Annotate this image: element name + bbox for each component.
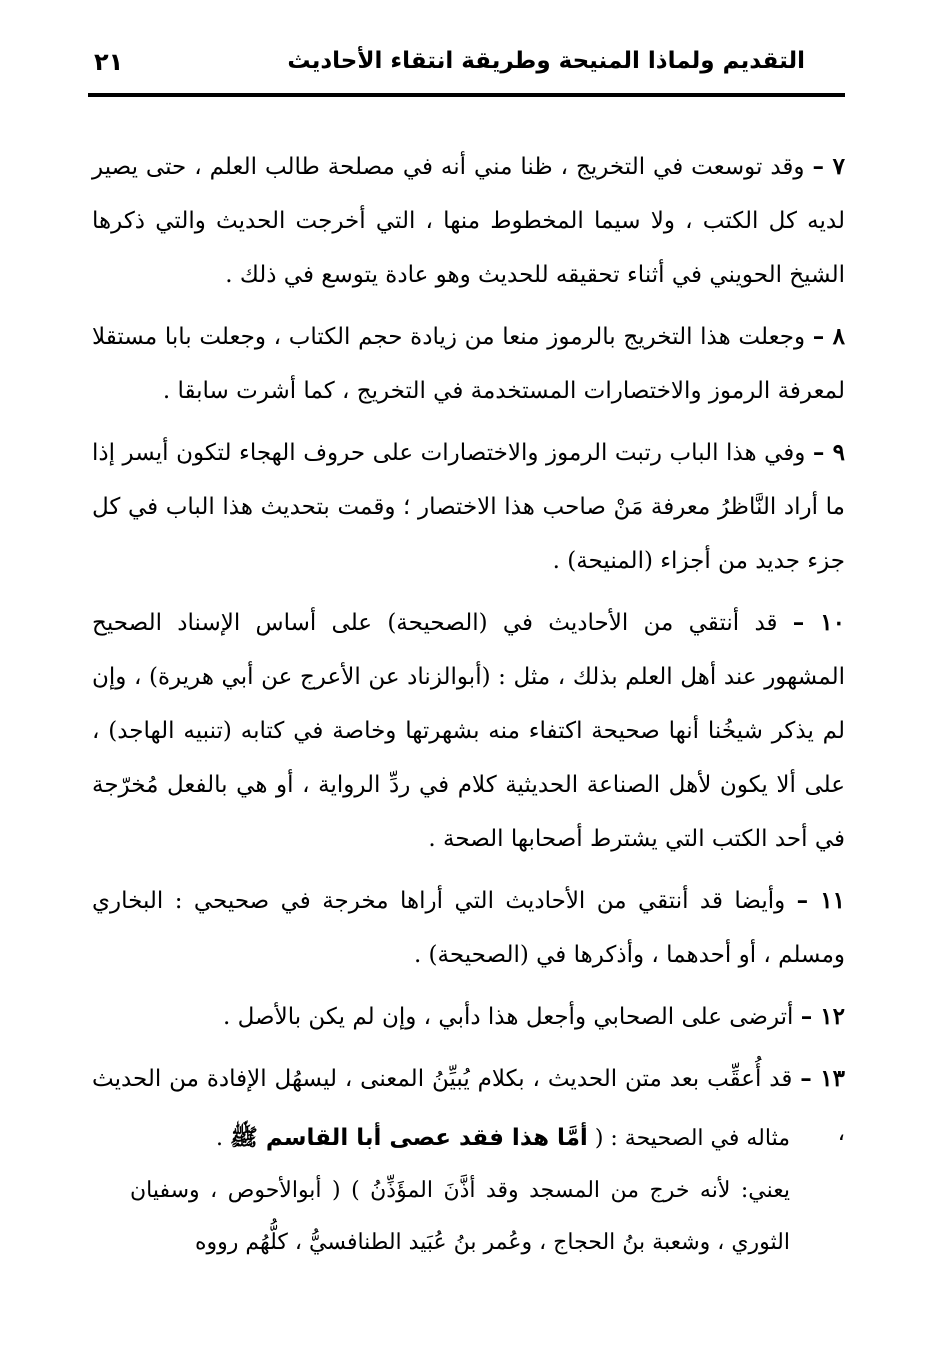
paragraph-text: وفي هذا الباب رتبت الرموز والاختصارات على حروف الهجاء لتكون أيسر إذا ما أراد النَّاظرُ معرفة مَنْ صاحب هذا الاختصار ؛ وقمت بتحديث هذا الباب في كل جزء جديد من أجزاء (المنيحة) . [92,440,845,574]
item-number: ١٣ – [800,1065,846,1092]
paragraph-text: وقد توسعت في التخريج ، ظنا مني أنه في مصلحة طالب العلم ، حتى يصير لديه كل الكتب ، ولا سيما المخطوط منها ، التي أخرجت الحديث والتي ذكرها الشيخ الحويني في أثناء تحقيقه للحديث وهو عادة يتوسع في ذلك . [92,154,845,288]
paragraph-11 [92,874,845,982]
page-header [88,44,845,98]
item-number: ٨ – [812,323,845,350]
paragraph-7 [92,140,845,302]
hadith-quote: أمَّا هذا فقد عصى أبا القاسم ﷺ [230,1125,588,1151]
paragraph-9 [92,426,845,588]
paragraph-text: أترضى على الصحابي وأجعل هذا دأبي ، وإن لم يكن بالأصل . [223,1004,801,1030]
item-number: ٧ – [812,153,845,180]
running-title: التقديم ولماذا المنيحة وطريقة انتقاء الأحاديث [287,48,805,74]
example-explanation: يعني: لأنه خرج من المسجد وقد أذَّنَ المؤَذِّنُ ) ( أبوالأحوص ، وسفيان الثوري ، وشعبة بنُ الحجاج ، وعُمر بنُ عُبَيد الطنافسيُّ ، كلُّهُم رووه [130,1178,790,1255]
paragraph-text: وجعلت هذا التخريج بالرموز منعا من زيادة حجم الكتاب ، وجعلت بابا مستقلا لمعرفة الرموز والاختصارات المستخدمة في التخريج ، كما أشرت سابقا . [92,324,845,404]
item-number: ١١ – [796,887,845,914]
item-number: ١٢ – [800,1003,845,1030]
paragraph-text: وأيضا قد أنتقي من الأحاديث التي أراها مخرجة في صحيحي : البخاري ومسلم ، أو أحدهما ، وأذكرها في (الصحيحة) . [92,888,845,968]
main-text [92,140,845,1168]
example-outro: . [216,1126,231,1151]
page-number: ٢١ [94,48,124,76]
header-rule [88,93,845,97]
item-number: ١٠ – [792,609,845,636]
paragraph-10 [92,596,845,866]
item-number: ٩ – [812,439,845,466]
paragraph-12 [92,990,845,1044]
paragraph-text: قد أُعقِّب بعد متن الحديث ، بكلام يُبيِّنُ المعنى ، ليسهُل الإفادة من الحديث ، [92,1066,845,1146]
paragraph-text: قد أنتقي من الأحاديث في (الصحيحة) على أساس الإسناد الصحيح المشهور عند أهل العلم بذلك ، مثل : (أبوالزناد عن الأعرج عن أبي هريرة) ، وإن لم يذكر شيخُنا أنها صحيحة اكتفاء منه بشهرتها وخاصة في كتابه (تنبيه الهاجد) ، على ألا يكون لأهل الصناعة الحديثية كلام في ردِّ الرواية ، أو هي بالفعل مُخرّجة في أحد الكتب التي يشترط أصحابها الصحة . [92,610,845,852]
paragraph-8 [92,310,845,418]
example-block [130,1112,790,1269]
example-line [130,1112,790,1165]
example-intro: مثاله في الصحيحة : ( [587,1126,790,1151]
